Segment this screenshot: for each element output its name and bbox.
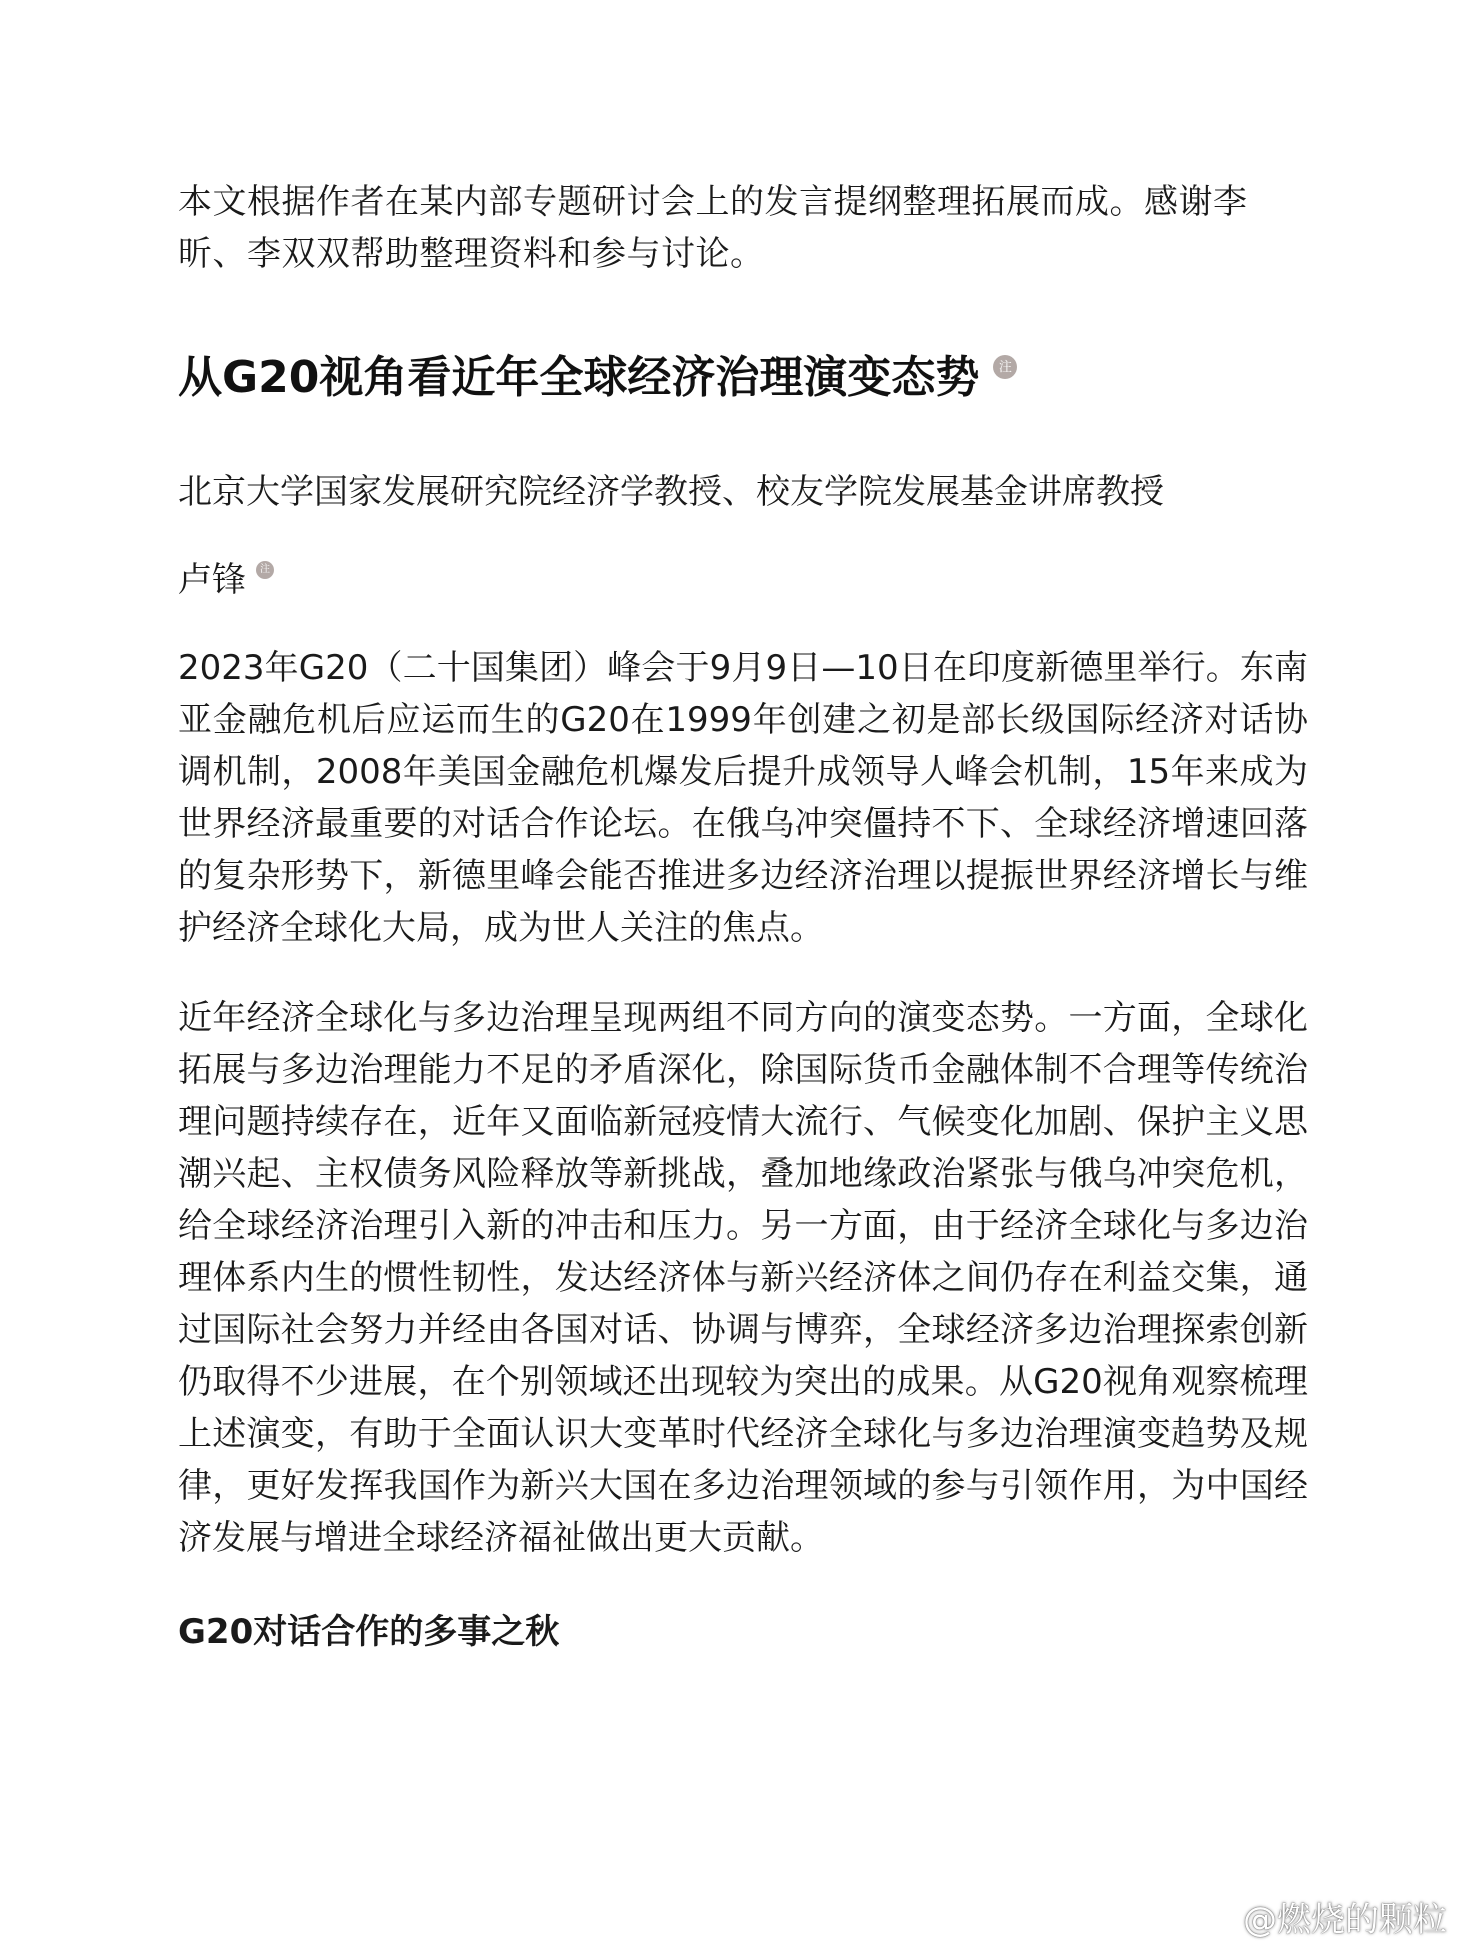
author-line [178,554,1308,606]
watermark [1197,1892,1447,1941]
body-paragraph-2: 近年经济全球化与多边治理呈现两组不同方向的演变态势。一方面，全球化拓展与多边治理能力不足的矛盾深化，除国际货币金融体制不合理等传统治理问题持续存在，近年又面临新冠疫情大流行、气候变化加剧、保护主义思潮兴起、主权债务风险释放等新挑战，叠加地缘政治紧张与俄乌冲突危机，给全球经济治理引入新的冲击和压力。另一方面，由于经济全球化与多边治理体系内生的惯性韧性，发达经济体与新兴经济体之间仍存在利益交集，通过国际社会努力并经由各国对话、协调与博弈，全球经济多边治理探索创新仍取得不少进展，在个别领域还出现较为突出的成果。从G20视角观察梳理上述演变，有助于全面认识大变革时代经济全球化与多边治理演变趋势及规律，更好发挥我国作为新兴大国在多边治理领域的参与引领作用，为中国经济发展与增进全球经济福祉做出更大贡献。 [178,998,1308,1558]
author-affiliation: 北京大学国家发展研究院经济学教授、校友学院发展基金讲席教授 [178,472,1164,512]
intro-note: 本文根据作者在某内部专题研讨会上的发言提纲整理拓展而成。感谢李昕、李双双帮助整理资料和参与讨论。 [178,182,1248,274]
author-name: 卢锋 [178,560,246,600]
title-note-icon[interactable]: 注 [993,355,1017,379]
weibo-icon [1197,1900,1237,1934]
article-title-text: 从G20视角看近年全球经济治理演变态势 [178,352,980,403]
article [178,176,1308,1658]
article-title [178,348,1308,408]
body-paragraph-1: 2023年G20（二十国集团）峰会于9月9日—10日在印度新德里举行。东南亚金融危机后应运而生的G20在1999年创建之初是部长级国际经济对话协调机制，2008年美国金融危机爆发后提升成领导人峰会机制，15年来成为世界经济最重要的对话合作论坛。在俄乌冲突僵持不下、全球经济增速回落的复杂形势下，新德里峰会能否推进多边经济治理以提振世界经济增长与维护经济全球化大局，成为世人关注的焦点。 [178,648,1308,948]
author-note-icon[interactable]: 注 [256,561,274,579]
watermark-text: @燃烧的颗粒 [1243,1900,1447,1940]
section-heading: G20对话合作的多事之秋 [178,1612,560,1652]
